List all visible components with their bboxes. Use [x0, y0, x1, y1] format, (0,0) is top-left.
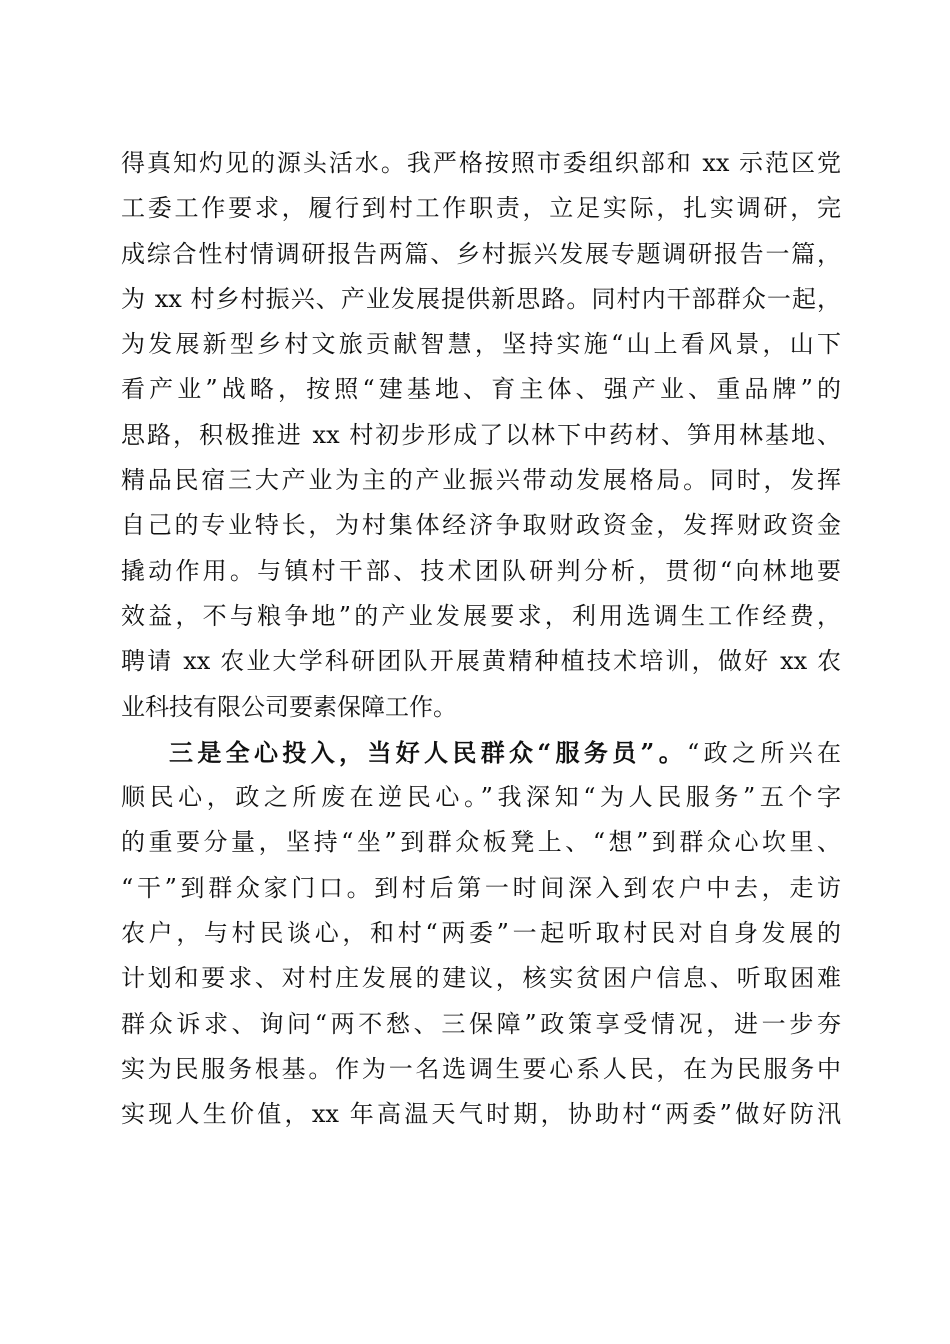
text-line: 工委工作要求，履行到村工作职责，立足实际，扎实调研，完 — [121, 194, 841, 223]
text-line: 业科技有限公司要素保障工作。 — [121, 692, 457, 721]
text-line: 思路，积极推进 xx 村初步形成了以林下中药材、笋用林基地、 — [121, 420, 841, 449]
text-line: 看产业”战略，按照“建基地、育主体、强产业、重品牌”的 — [121, 375, 841, 404]
text-line: 实为民服务根基。作为一名选调生要心系人民，在为民服务中 — [121, 1054, 841, 1083]
paragraph-1 — [121, 141, 841, 730]
text-line: 聘请 xx 农业大学科研团队开展黄精种植技术培训，做好 xx 农 — [121, 647, 841, 676]
text-line: 成综合性村情调研报告两篇、乡村振兴发展专题调研报告一篇， — [121, 239, 841, 268]
text-line: 自己的专业特长，为村集体经济争取财政资金，发挥财政资金 — [121, 511, 841, 540]
text-line: 得真知灼见的源头活水。我严格按照市委组织部和 xx 示范区党 — [121, 149, 841, 177]
paragraph-2 — [121, 730, 841, 1138]
text-line: 计划和要求、对村庄发展的建议，核实贫困户信息、听取困难 — [121, 964, 841, 993]
text-line: 为 xx 村乡村振兴、产业发展提供新思路。同村内干部群众一起， — [121, 284, 841, 313]
text-line: 农户，与村民谈心，和村“两委”一起听取村民对自身发展的 — [121, 919, 841, 948]
section-heading: 三是全心投入，当好人民群众“服务员”。 — [169, 737, 688, 767]
text-run: “政之所兴在 — [687, 738, 841, 767]
text-line: 效益，不与粮争地”的产业发展要求，利用选调生工作经费， — [121, 601, 841, 630]
text-line: 实现人生价值，xx 年高温天气时期，协助村“两委”做好防汛 — [121, 1100, 841, 1129]
text-line: 为发展新型乡村文旅贡献智慧，坚持实施“山上看风景，山下 — [121, 330, 841, 359]
paragraph-first-line — [121, 730, 841, 775]
text-line: 的重要分量，坚持“坐”到群众板凳上、“想”到群众心坎里、 — [121, 828, 841, 857]
text-line: 精品民宿三大产业为主的产业振兴带动发展格局。同时，发挥 — [121, 466, 841, 495]
text-line: “干”到群众家门口。到村后第一时间深入到农户中去，走访 — [121, 873, 841, 902]
text-line: 撬动作用。与镇村干部、技术团队研判分析，贯彻“向林地要 — [121, 556, 841, 585]
text-line: 群众诉求、询问“两不愁、三保障”政策享受情况，进一步夯 — [121, 1009, 841, 1038]
text-line: 顺民心，政之所废在逆民心。”我深知“为人民服务”五个字 — [121, 783, 841, 812]
body-text — [121, 141, 841, 1138]
